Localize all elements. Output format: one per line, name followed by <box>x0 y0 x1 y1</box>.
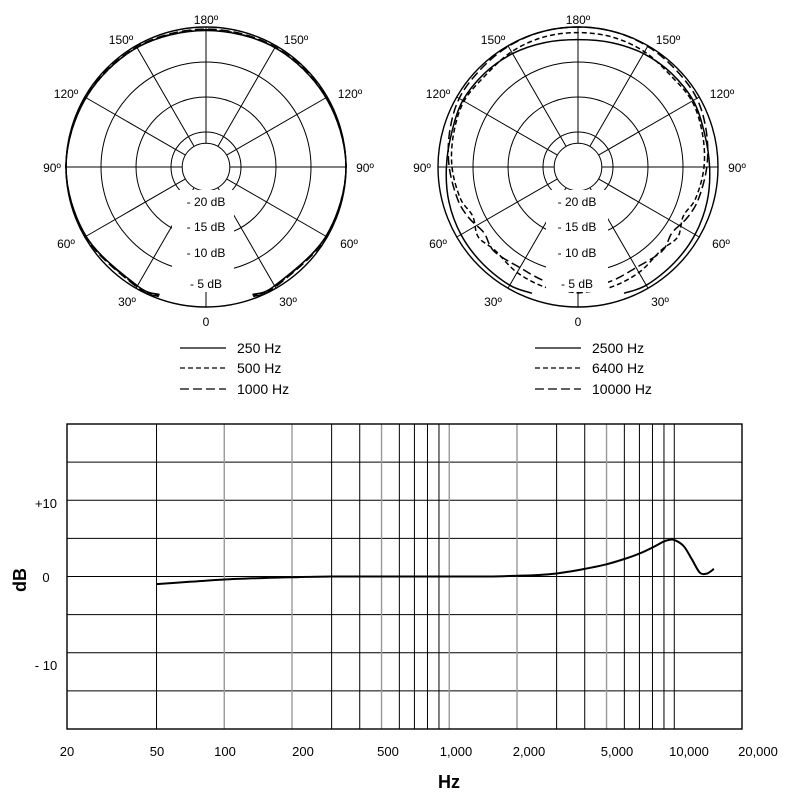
ring-label-minus10: - 10 dB <box>557 246 597 260</box>
ring-label-minus10: - 10 dB <box>186 246 226 260</box>
x-tick-label: 5,000 <box>600 744 634 759</box>
x-tick-label: 1,000 <box>439 744 473 759</box>
x-tick-label: 100 <box>214 744 236 759</box>
angle-label-60-right: 60º <box>340 237 358 251</box>
x-tick-label: 50 <box>149 744 165 759</box>
ring-label-minus20: - 20 dB <box>186 195 226 209</box>
ring-label-minus15: - 15 dB <box>557 220 597 234</box>
x-tick-label: 200 <box>292 744 314 759</box>
angle-label-0: 0 <box>202 315 210 329</box>
angle-label-0: 0 <box>574 315 582 329</box>
angle-label-60-left: 60º <box>429 237 447 251</box>
polar-pattern-left <box>43 13 374 329</box>
polar-ring <box>554 143 602 191</box>
legend-label: 250 Hz <box>237 340 282 356</box>
angle-label-30-left: 30º <box>484 295 502 309</box>
angle-label-30-right: 30º <box>279 295 297 309</box>
polar-pattern-right <box>413 13 746 329</box>
angle-label-30-right: 30º <box>651 295 669 309</box>
angle-label-120-left: 120º <box>425 87 451 101</box>
angle-label-120-right: 120º <box>337 87 363 101</box>
angle-label-90-left: 90º <box>413 161 431 175</box>
legend-right <box>535 340 652 397</box>
angle-label-180: 180º <box>565 13 591 27</box>
angle-label-150-left: 150º <box>108 33 134 47</box>
x-tick-label: 10,000 <box>669 744 709 759</box>
angle-label-150-right: 150º <box>283 33 309 47</box>
angle-label-120-left: 120º <box>53 87 79 101</box>
polar-ring <box>182 143 230 191</box>
legend-label: 10000 Hz <box>592 381 652 397</box>
angle-label-150-right: 150º <box>655 33 681 47</box>
y-tick-label: +10 <box>34 496 58 511</box>
angle-label-150-left: 150º <box>480 33 506 47</box>
y-axis-title: dB <box>10 568 30 592</box>
legend-label: 500 Hz <box>237 360 282 376</box>
angle-label-90-left: 90º <box>43 161 61 175</box>
ring-label-minus5: - 5 dB <box>560 277 594 291</box>
legend-label: 6400 Hz <box>592 360 645 376</box>
angle-label-60-right: 60º <box>712 237 730 251</box>
y-tick-label: 0 <box>42 570 50 585</box>
y-tick-label: - 10 <box>34 658 58 673</box>
x-tick-label: 500 <box>377 744 399 759</box>
ring-label-minus15: - 15 dB <box>186 220 226 234</box>
x-tick-label: 20 <box>59 744 75 759</box>
x-axis-title: Hz <box>438 772 460 792</box>
angle-label-120-right: 120º <box>709 87 735 101</box>
angle-label-30-left: 30º <box>118 295 136 309</box>
frequency-response-curve <box>157 539 714 584</box>
ring-label-minus20: - 20 dB <box>557 195 597 209</box>
legend-left <box>180 340 289 397</box>
ring-label-minus5: - 5 dB <box>189 277 223 291</box>
legend-label: 2500 Hz <box>592 340 645 356</box>
angle-label-180: 180º <box>193 13 219 27</box>
angle-label-90-right: 90º <box>728 161 746 175</box>
x-tick-label: 20,000 <box>738 744 778 759</box>
frequency-response-chart <box>10 424 778 792</box>
legend-label: 1000 Hz <box>237 381 290 397</box>
x-tick-label: 2,000 <box>512 744 546 759</box>
angle-label-60-left: 60º <box>57 237 75 251</box>
angle-label-90-right: 90º <box>356 161 374 175</box>
